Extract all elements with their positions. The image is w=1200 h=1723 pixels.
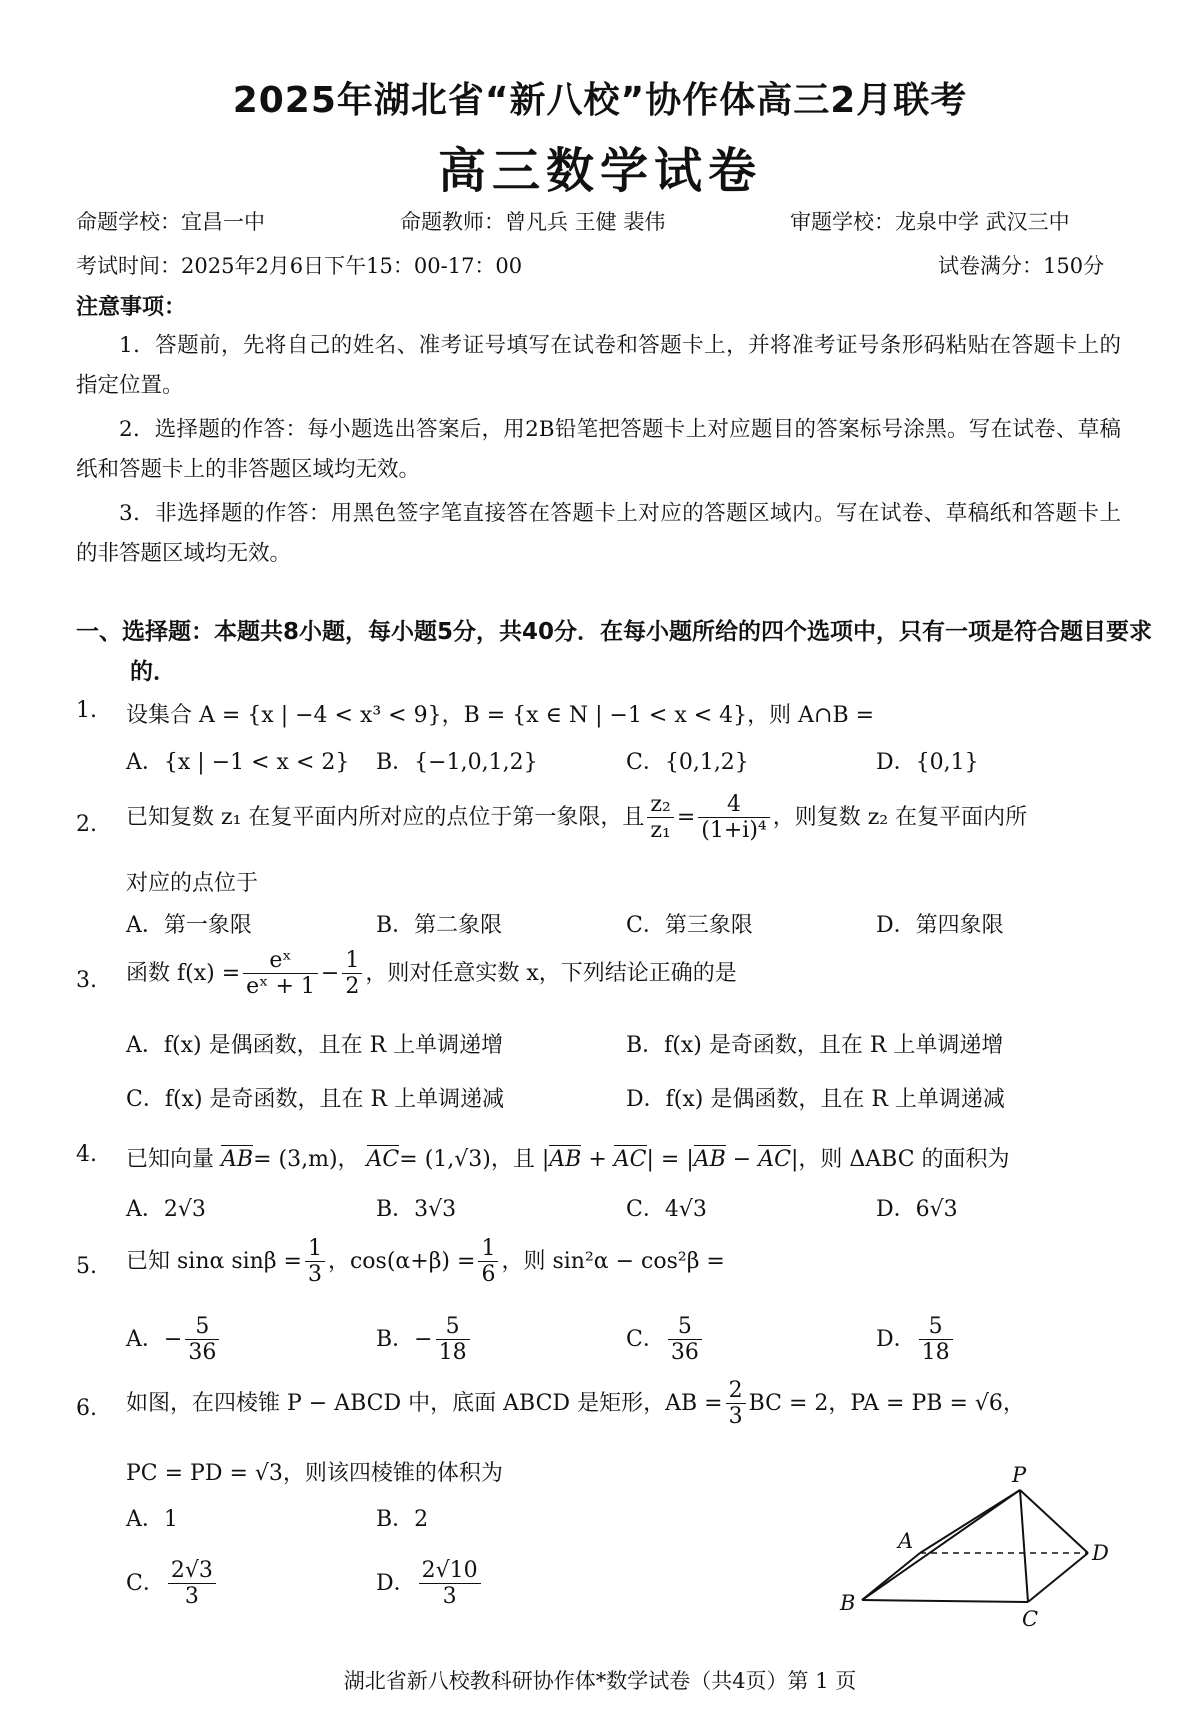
vertex-label-p: P	[1012, 1463, 1027, 1487]
option-b: B．第二象限	[376, 913, 503, 938]
question-stem-cont: PC = PD = √3，则该四棱锥的体积为	[126, 1461, 503, 1486]
option-b: B．3√3	[376, 1197, 457, 1222]
fraction-denominator: 6	[481, 1262, 496, 1288]
vertex-label-d: D	[1092, 1541, 1109, 1565]
stem-part: ，则复数 z₂ 在复平面内所	[772, 804, 1028, 830]
question-stem: 设集合 A = {x | −4 < x³ < 9}，B = {x ∈ N | −1 < x < 4}，则 A∩B =	[126, 703, 875, 728]
vector-ab: AB	[549, 1147, 582, 1172]
fraction-numerator: 5	[185, 1314, 219, 1340]
fraction	[478, 1236, 498, 1288]
stem-part: 已知 sinα sinβ =	[126, 1248, 302, 1274]
edge-pd	[1020, 1490, 1088, 1553]
fraction-denominator: 36	[670, 1340, 699, 1366]
question-stem	[126, 1236, 725, 1288]
plus-sign: +	[581, 1147, 614, 1172]
fraction-denominator: 3	[728, 1404, 743, 1430]
fraction	[647, 792, 673, 844]
question-number: 1.	[76, 698, 97, 723]
option-d: D．6√3	[876, 1197, 958, 1222]
vector-ac: AC	[366, 1147, 400, 1172]
stem-part: 已知复数 z₁ 在复平面内所对应的点位于第一象限，且	[126, 804, 645, 830]
fraction-numerator: eˣ	[243, 948, 318, 974]
fraction-denominator: 36	[188, 1340, 217, 1366]
minus-sign: −	[320, 960, 340, 986]
fraction-numerator: 5	[436, 1314, 470, 1340]
page-footer: 湖北省新八校教科研协作体*数学试卷（共4页）第 1 页	[343, 1669, 857, 1693]
option-d: D．f(x) 是偶函数，且在 R 上单调递减	[626, 1087, 1005, 1112]
option-d: D．第四象限	[876, 913, 1004, 938]
vector-ab: AB	[693, 1147, 726, 1172]
option-a	[126, 1314, 222, 1366]
fraction-denominator: 18	[921, 1340, 950, 1366]
stem-part: = (1,√3)，且 |	[399, 1147, 550, 1172]
exam-time: 考试时间：2025年2月6日下午15：00-17：00	[76, 254, 523, 278]
notes-title: 注意事项：	[76, 294, 187, 320]
option-a: A．1	[126, 1507, 178, 1532]
exam-subtitle: 高三数学试卷	[437, 143, 762, 199]
fraction-denominator: (1+i)⁴	[701, 818, 767, 844]
fraction-numerator: 4	[698, 792, 769, 818]
fraction	[419, 1558, 481, 1610]
fraction-numerator: 2√10	[419, 1558, 481, 1584]
fraction-denominator: 18	[438, 1340, 467, 1366]
question-stem-cont: 对应的点位于	[126, 871, 259, 896]
fraction-denominator: 3	[442, 1584, 457, 1610]
fraction	[342, 948, 362, 1000]
option-a: A．{x | −1 < x < 2}	[126, 750, 350, 775]
fraction-numerator: 2√3	[168, 1558, 216, 1584]
vertex-label-b: B	[840, 1591, 856, 1615]
vector-ab: AB	[221, 1147, 254, 1172]
question-stem	[126, 1378, 1025, 1430]
exam-title: 2025年湖北省“新八校”协作体高三2月联考	[232, 80, 968, 121]
option-a: A．第一象限	[126, 913, 252, 938]
proposing-teachers: 命题教师：曾凡兵 王健 裴伟	[400, 210, 666, 234]
option-c	[626, 1314, 705, 1366]
question-stem	[126, 792, 1027, 844]
option-a: A．2√3	[126, 1197, 206, 1222]
option-label: C．	[626, 1326, 665, 1352]
option-a: A．f(x) 是偶函数，且在 R 上单调递增	[126, 1033, 504, 1058]
stem-part: 已知向量	[126, 1147, 215, 1172]
edge-cd	[1028, 1553, 1088, 1602]
question-stem	[126, 1142, 1010, 1173]
stem-part: ，则 sin²α − cos²β =	[501, 1248, 725, 1274]
fraction-numerator: 2	[726, 1378, 746, 1404]
fraction	[185, 1314, 219, 1366]
option-d: D．{0,1}	[876, 750, 979, 775]
question-number: 5.	[76, 1254, 97, 1279]
fraction	[305, 1236, 325, 1288]
vector-ac: AC	[758, 1147, 791, 1172]
option-b	[376, 1314, 473, 1366]
edge-ab	[862, 1553, 920, 1600]
reviewing-school: 审题学校：龙泉中学 武汉三中	[790, 210, 1070, 234]
stem-part: = (3,m)，	[253, 1147, 360, 1172]
stem-part: 函数 f(x) =	[126, 960, 241, 986]
stem-part: BC = 2，PA = PB = √6，	[748, 1390, 1025, 1416]
stem-part: 如图，在四棱锥 P − ABCD 中，底面 ABCD 是矩形，AB =	[126, 1390, 723, 1416]
fraction-numerator: 5	[668, 1314, 702, 1340]
fraction-numerator: z₂	[647, 792, 673, 818]
stem-part: ，则对任意实数 x，下列结论正确的是	[365, 960, 737, 986]
vertex-label-a: A	[898, 1529, 914, 1553]
fraction-numerator: 1	[478, 1236, 498, 1262]
option-c	[126, 1558, 219, 1610]
fraction-denominator: eˣ + 1	[246, 974, 315, 1000]
stem-part: | = |	[646, 1147, 694, 1172]
fraction-denominator: z₁	[650, 818, 671, 844]
stem-part: ，cos(α+β) =	[327, 1248, 476, 1274]
option-label: C．	[126, 1570, 165, 1596]
pyramid-figure	[830, 1460, 1130, 1630]
fraction	[243, 948, 318, 1000]
option-label: D．	[876, 1326, 916, 1352]
note-item: 3．非选择题的作答：用黑色签字笔直接答在答题卡上对应的答题区域内。写在试卷、草稿纸和答题卡上的非答题区域均无效。	[76, 501, 1121, 566]
equals-sign: =	[676, 804, 696, 830]
fraction-numerator: 1	[305, 1236, 325, 1262]
option-sign: −	[414, 1326, 433, 1352]
fraction	[919, 1314, 953, 1366]
option-b: B．{−1,0,1,2}	[376, 750, 538, 775]
edge-bc	[862, 1600, 1028, 1602]
option-c: C．第三象限	[626, 913, 753, 938]
fraction	[436, 1314, 470, 1366]
option-c: C．{0,1,2}	[626, 750, 749, 775]
note-item: 2．选择题的作答：每小题选出答案后，用2B铅笔把答题卡上对应题目的答案标号涂黑。写在试卷、草稿纸和答题卡上的非答题区域均无效。	[76, 417, 1121, 482]
question-number: 4.	[76, 1142, 97, 1167]
option-label: A．	[126, 1326, 164, 1352]
option-sign: −	[163, 1326, 183, 1352]
edge-pa	[920, 1490, 1020, 1553]
edge-pb	[862, 1490, 1020, 1600]
option-d	[876, 1314, 956, 1366]
section-heading: 一、选择题：本题共8小题，每小题5分，共40分．在每小题所给的四个选项中，只有一项是符合题目要求的．	[76, 619, 1153, 685]
vertex-label-c: C	[1022, 1607, 1039, 1630]
fraction-denominator: 3	[184, 1584, 199, 1610]
fraction-denominator: 3	[307, 1262, 322, 1288]
fraction	[698, 792, 769, 844]
option-label: B．	[376, 1326, 415, 1352]
fraction	[726, 1378, 746, 1430]
option-c: C．f(x) 是奇函数，且在 R 上单调递减	[126, 1087, 505, 1112]
option-c: C．4√3	[626, 1197, 707, 1222]
option-d	[376, 1558, 484, 1610]
question-number: 2.	[76, 812, 97, 837]
question-stem	[126, 948, 737, 1000]
vector-ac: AC	[613, 1147, 647, 1172]
proposing-school: 命题学校：宜昌一中	[76, 210, 265, 234]
option-b: B．2	[376, 1507, 429, 1532]
option-b: B．f(x) 是奇函数，且在 R 上单调递增	[626, 1033, 1004, 1058]
fraction	[668, 1314, 702, 1366]
edge-pc	[1020, 1490, 1028, 1602]
option-label: D．	[376, 1570, 416, 1596]
fraction-numerator: 5	[919, 1314, 953, 1340]
fraction	[168, 1558, 216, 1610]
fraction-numerator: 1	[342, 948, 362, 974]
stem-part: |，则 ΔABC 的面积为	[790, 1147, 1010, 1172]
full-score: 试卷满分：150分	[938, 254, 1105, 278]
minus-sign: −	[725, 1147, 759, 1172]
question-number: 3.	[76, 968, 97, 993]
fraction-denominator: 2	[345, 974, 360, 1000]
question-number: 6.	[76, 1396, 97, 1421]
note-item: 1．答题前，先将自己的姓名、准考证号填写在试卷和答题卡上，并将准考证号条形码粘贴在答题卡上的指定位置。	[76, 333, 1121, 398]
